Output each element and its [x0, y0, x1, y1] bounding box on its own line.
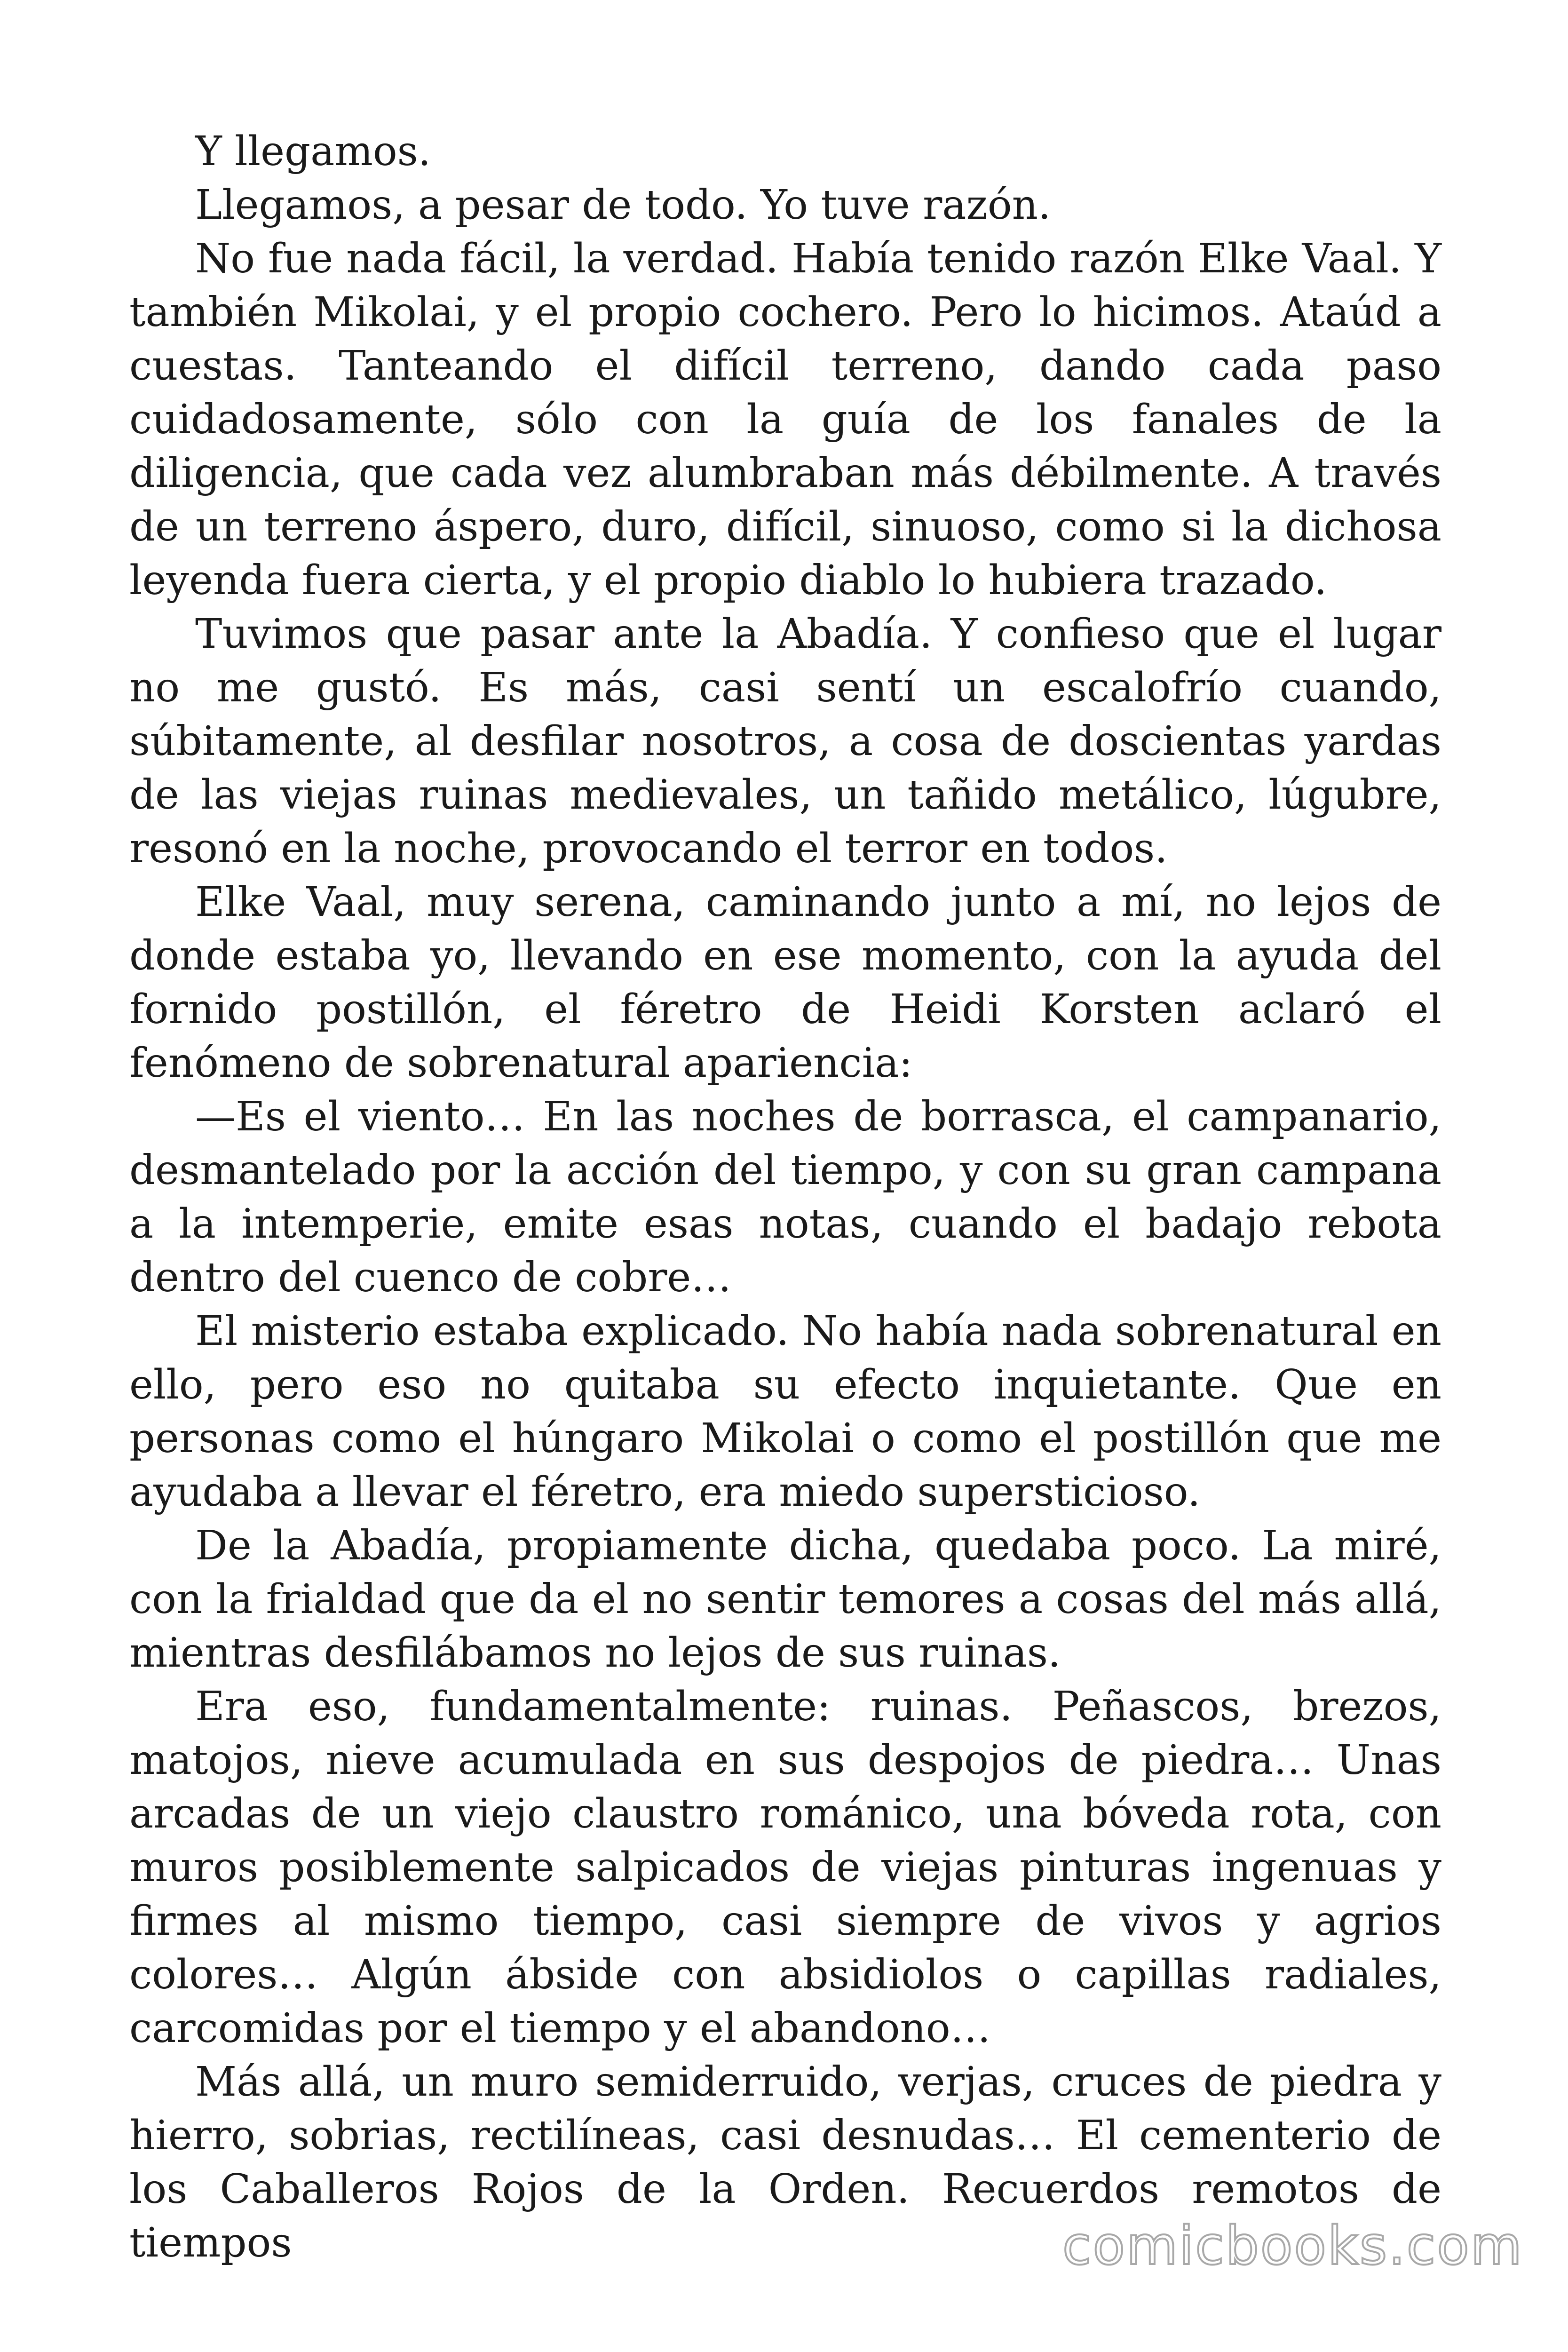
paragraph-10: Más allá, un muro semiderruido, verjas, cruces de piedra y hierro, sobrias, rectilíneas, casi desnudas… El cementerio de los Caballeros Rojos de la Orden. Recuerdos remotos de tiempos: [129, 2058, 1441, 2266]
paragraph-6: —Es el viento… En las noches de borrasca, el campanario, desmantelado por la acción del tiempo, y con su gran campana a la intemperie, emite esas notas, cuando el badajo rebota dentro del cuenco de cobre…: [129, 1093, 1441, 1301]
paragraph-5: Elke Vaal, muy serena, caminando junto a mí, no lejos de donde estaba yo, llevando en ese momento, con la ayuda del fornido postillón, el féretro de Heidi Korsten aclaró el fenómeno de sobrenatural apariencia:: [129, 879, 1441, 1087]
paragraph-8: De la Abadía, propiamente dicha, quedaba poco. La miré, con la frialdad que da el no sentir temores a cosas del más allá, mientras desfilábamos no lejos de sus ruinas.: [129, 1522, 1441, 1677]
paragraph-1: Y llegamos.: [195, 128, 431, 175]
page-body: [129, 125, 1441, 2270]
paragraph-4: Tuvimos que pasar ante la Abadía. Y confieso que el lugar no me gustó. Es más, casi sentí un escalofrío cuando, súbitamente, al desfilar nosotros, a cosa de doscientas yardas de las viejas ruinas medievales, un tañido metálico, lúgubre, resonó en la noche, provocando el terror en todos.: [129, 611, 1441, 872]
paragraph-7: El misterio estaba explicado. No había nada sobrenatural en ello, pero eso no quitaba su efecto inquietante. Que en personas como el húngaro Mikolai o como el postillón que me ayudaba a llevar el féretro, era miedo supersticioso.: [129, 1308, 1441, 1516]
watermark: comicbooks.com: [1062, 2216, 1523, 2277]
paragraph-2: Llegamos, a pesar de todo. Yo tuve razón.: [195, 182, 1051, 229]
paragraph-3: No fue nada fácil, la verdad. Había tenido razón Elke Vaal. Y también Mikolai, y el propio cochero. Pero lo hicimos. Ataúd a cuestas. Tanteando el difícil terreno, dando cada paso cuidadosamente, sólo con la guía de los fanales de la diligencia, que cada vez alumbraban más débilmente. A través de un terreno áspero, duro, difícil, sinuoso, como si la dichosa leyenda fuera cierta, y el propio diablo lo hubiera trazado.: [129, 235, 1441, 604]
paragraph-9: Era eso, fundamentalmente: ruinas. Peñascos, brezos, matojos, nieve acumulada en sus despojos de piedra… Unas arcadas de un viejo claustro románico, una bóveda rota, con muros posiblemente salpicados de viejas pinturas ingenuas y firmes al mismo tiempo, casi siempre de vivos y agrios colores… Algún ábside con absidiolos o capillas radiales, carcomidas por el tiempo y el abandono…: [129, 1683, 1441, 2052]
